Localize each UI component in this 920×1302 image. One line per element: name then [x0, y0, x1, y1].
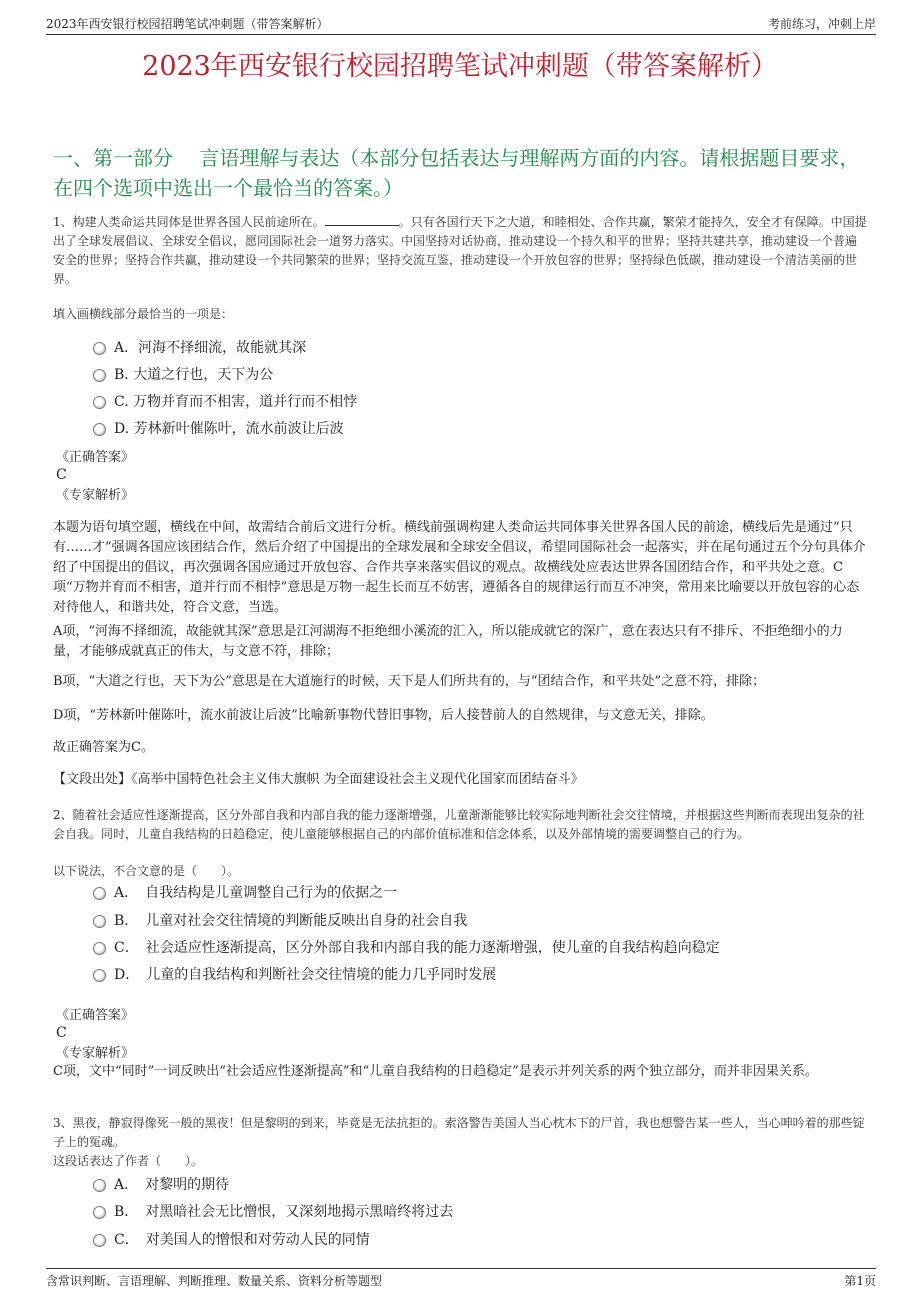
page-title: 2023年西安银行校园招聘笔试冲刺题（带答案解析）: [142, 51, 778, 82]
section-heading: 一、第一部分 言语理解与表达（本部分包括表达与理解两方面的内容。请根据题目要求，在四个选项中选出一个最恰当的答案。）: [53, 146, 860, 200]
radio-icon[interactable]: [93, 969, 106, 982]
q1-source: 【文段出处】《高举中国特色社会主义伟大旗帜 为全面建设社会主义现代化国家而团结奋斗》: [53, 772, 584, 787]
radio-icon[interactable]: [93, 1206, 106, 1219]
radio-icon[interactable]: [93, 1179, 106, 1192]
page-header: [46, 12, 876, 35]
q1-answer: C: [56, 467, 67, 483]
q1-prompt: 填入画横线部分最恰当的一项是：: [53, 307, 234, 321]
q1-note-b: B项，“大道之行也，天下为公”意思是在大道施行的时候，天下是人们所共有的，与“团结合作，和平共处”之意不符，排除；: [53, 674, 766, 689]
header-slogan: 考前练习，冲刺上岸: [767, 17, 876, 31]
q3-option-a[interactable]: A． 对黎明的期待: [93, 1175, 229, 1195]
q1-note-a: A项，“河海不择细流，故能就其深”意思是江河湖海不拒绝细小溪流的汇入，所以能成就它的深广，意在表达只有不排斥、不拒绝细小的力量，才能够成就真正的伟大，与文意不符，排除；: [53, 624, 843, 659]
q2-option-b[interactable]: B． 儿童对社会交往情境的判断能反映出自身的社会自我: [93, 911, 467, 931]
q2-prompt: 以下说法，不合文意的是（ ）。: [53, 864, 240, 878]
q2-option-a[interactable]: A． 自我结构是儿童调整自己行为的依据之一: [93, 883, 397, 903]
q2-option-d[interactable]: D． 儿童的自我结构和判断社会交往情境的能力几乎同时发展: [93, 965, 496, 985]
q2-answer: C: [56, 1025, 67, 1041]
q3-stem: 3、黑夜，静寂得像死一般的黑夜！但是黎明的到来，毕竟是无法抗拒的。索洛警告美国人当心枕木下的尸首，我也想警告某一些人，当心呻吟着的那些锭子上的冤魂。: [53, 1116, 865, 1149]
q2-analysis-label: 《专家解析》: [56, 1046, 135, 1061]
q1-option-b[interactable]: B. 大道之行也，天下为公: [93, 365, 273, 385]
radio-icon[interactable]: [93, 1234, 106, 1247]
page-number: 第1页: [844, 1274, 876, 1288]
q1-analysis-label: 《专家解析》: [56, 488, 135, 503]
q2-correct-label: 《正确答案》: [56, 1008, 135, 1023]
page-footer: [46, 1268, 876, 1294]
radio-icon[interactable]: [93, 887, 106, 900]
footer-topics: 含常识判断、言语理解、判断推理、数量关系、资料分析等题型: [46, 1274, 383, 1288]
q1-option-d[interactable]: D. 芳林新叶催陈叶，流水前波让后波: [93, 419, 344, 439]
q1-option-a[interactable]: A．河海不择细流，故能就其深: [93, 338, 306, 358]
q1-option-c[interactable]: C. 万物并育而不相害，道并行而不相悖: [93, 392, 357, 412]
q2-stem: 2、随着社会适应性逐渐提高，区分外部自我和内部自我的能力逐渐增强，儿童渐渐能够比较实际地判断社会交往情境，并根据这些判断而表现出复杂的社会自我。同时，儿童自我结构的日趋稳定，使儿童能够根据自己的内部价值标准和信念体系，以及外部情境的需要调整自己的行为。: [53, 808, 865, 841]
q1-correct-label: 《正确答案》: [56, 450, 135, 465]
radio-icon[interactable]: [93, 342, 106, 355]
q3-option-b[interactable]: B． 对黑暗社会无比憎恨，又深刻地揭示黑暗终将过去: [93, 1202, 453, 1222]
q3-option-c[interactable]: C． 对美国人的憎恨和对劳动人民的同情: [93, 1230, 370, 1250]
q2-option-c[interactable]: C． 社会适应性逐渐提高，区分外部自我和内部自我的能力逐渐增强，使儿童的自我结构趋向稳定: [93, 938, 720, 958]
q1-stem: 1、构建人类命运共同体是世界各国人民前途所在。 。只有各国行天下之大道，和睦相处、合作共赢，繁荣才能持久，安全才有保障。中国提出了全球发展倡议、全球安全倡议，愿同国际社会一道努力落实。中国坚持对话协商，推动建设一个持久和平的世界；坚持共建共享，推动建设一个普遍安全的世界；坚持合作共赢，推动建设一个共同繁荣的世界；坚持交流互鉴，推动建设一个开放包容的世界；坚持绿色低碳，推动建设一个清洁美丽的世界。: [53, 215, 867, 286]
radio-icon[interactable]: [93, 396, 106, 409]
fill-blank: [325, 215, 399, 226]
radio-icon[interactable]: [93, 942, 106, 955]
q2-analysis: C项，文中“同时”一词反映出“社会适应性逐渐提高”和“儿童自我结构的日趋稳定”是表示并列关系的两个独立部分，而并非因果关系。: [53, 1064, 818, 1079]
radio-icon[interactable]: [93, 369, 106, 382]
q1-conclusion: 故正确答案为C。: [53, 740, 154, 755]
radio-icon[interactable]: [93, 423, 106, 436]
radio-icon[interactable]: [93, 915, 106, 928]
q3-prompt: 这段话表达了作者（ ）。: [53, 1154, 204, 1168]
header-doc-title: 2023年西安银行校园招聘笔试冲刺题（带答案解析）: [46, 17, 329, 31]
q1-analysis: 本题为语句填空题，横线在中间，故需结合前后文进行分析。横线前强调构建人类命运共同体事关世界各国人民的前途，横线后先是通过“只有……才”强调各国应该团结合作，然后介绍了中国提出的全球发展和全球安全倡议，希望同国际社会一起落实，并在尾句通过五个分句具体介绍了中国提出的倡议，再次强调各国应通过开放包容、合作共享来落实倡议的观点。故横线处应表达世界各国团结合作，和平共处之意。C项“万物并育而不相害，道并行而不相悖”意思是万物一起生长而互不妨害，遵循各自的规律运行而互不冲突，常用来比喻要以开放包容的心态对待他人，和谐共处，符合文意，当选。: [53, 520, 866, 615]
q1-note-d: D项，“芳林新叶催陈叶，流水前波让后波”比喻新事物代替旧事物，后人接替前人的自然规律，与文意无关，排除。: [53, 708, 714, 723]
